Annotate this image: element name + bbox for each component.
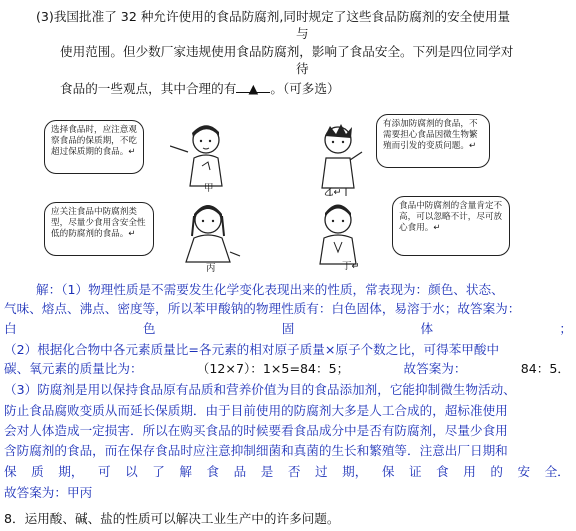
student-bing-figure [174,202,244,266]
solution-line-10-word: 质 [31,464,44,479]
question-line-3-prefix: 食品的一些观点，其中合理的有 [60,81,237,96]
solution-line-10-word: 保 [381,464,395,479]
solution-line-9: 含防腐剂的食品，而在保存食品时应注意抑制细菌和真菌的生长和繁殖等．注意出厂日期和 [4,443,508,458]
solution-line-6: （3）防腐剂是用以保持食品原有品质和营养价值为目的食品添加剂，它能抑制微生物活动、 [4,382,516,397]
solution-line-4: （2）根据化合物中各元素质量比=各元素的相对原子质量×原子个数之比，可得苯甲酸中 [4,342,500,357]
question-line-3 [60,78,340,97]
question-line-1-wrap: 与 [296,26,309,41]
label-ding: 丁↵ [342,261,360,272]
speech-bubble-bing: 应关注食品中防腐剂类型，尽量少食用含安全性低的防腐剂的食品。↵ [44,202,154,256]
figure-four-students [40,102,576,274]
speech-bubble-jia: 选择食品时，应注意观察食品的保质期，不吃超过保质期的食品。↵ [44,120,144,174]
solution-line-10-word: 食 [436,464,449,479]
solution-line-5-part: 84：5． [520,361,570,376]
solution-line-10-word: 期， [342,464,368,479]
solution-line-10-word: 全． [544,464,570,479]
label-yi: 乙↵ [324,187,342,198]
solution-line-3-word: 色 [142,321,156,336]
answer-blank [236,81,270,96]
solution-line-3-word: 体 [420,321,434,336]
solution-line-10-word: 食 [206,464,220,479]
next-question: 8．运用酸、碱、盐的性质可以解决工业生产中的许多问题。 [4,511,340,526]
solution-line-10-word: 安 [517,464,531,479]
speech-bubble-yi: 有添加防腐剂的食品，不需要担心食品因微生物繁殖而引发的变质问题。↵ [376,114,490,168]
solution-line-5-part: 碳、氧元素的质量比为： [4,361,143,376]
solution-line-1: 解：（1）物理性质是不需要发生化学变化表现出来的性质，常表现为：颜色、状态、 [36,282,504,297]
solution-line-10 [4,461,570,480]
solution-line-10-word: 保 [4,464,17,479]
solution-line-5-part: （12×7）：1×5=84：5； [196,361,350,376]
solution-line-10-word: 以 [125,464,138,479]
solution-line-11: 故答案为：甲丙 [4,485,93,500]
solution-line-10-word: 否 [287,464,301,479]
solution-line-10-word: 的 [490,464,503,479]
solution-line-10-word: 证 [408,464,422,479]
solution-line-10-word: 可 [97,464,111,479]
solution-line-10-word: 过 [314,464,328,479]
question-line-2-wrap: 待 [296,61,309,76]
solution-line-10-word: 是 [260,464,274,479]
solution-line-10-word: 用 [463,464,476,479]
question-line-3-suffix: 。（可多选） [270,81,340,96]
solution-line-5 [4,358,570,377]
answer-blank-marker: ▲ [248,81,259,96]
label-bing: 丙 [206,263,216,274]
solution-line-7: 防止食品腐败变质从而延长保质期．由于目前使用的防腐剂大多是人工合成的，超标准使用 [4,403,508,418]
question-line-2: 使用范围。但少数厂家违规使用食品防腐剂，影响了食品安全。下列是四位同学对 [60,44,514,59]
solution-line-10-word: 期， [58,464,84,479]
solution-line-10-word: 了 [152,464,165,479]
solution-line-3-word: 白 [4,321,17,336]
solution-line-8: 会对人体造成一定损害．所以在购买食品的时候要看食品成分中是否有防腐剂，尽量少食用 [4,423,508,438]
speech-bubble-ding: 食品中防腐剂的含量肯定不高，可以忽略不计，尽可放心食用。↵ [392,196,510,256]
solution-line-10-word: 品 [233,464,247,479]
question-line-1: (3)我国批准了 32 种允许使用的食品防腐剂,同时规定了这些食品防腐剂的安全使用量 [36,9,511,24]
solution-line-2: 气味、熔点、沸点、密度等，所以苯甲酸钠的物理性质有：白色固体，易溶于水；故答案为： [4,301,521,316]
student-jia-figure [170,122,230,192]
label-jia: 甲 [204,183,214,194]
solution-line-3-word: 固 [281,321,295,336]
solution-line-3-word: ； [559,321,572,336]
solution-line-10-word: 解 [179,464,192,479]
solution-line-3 [4,318,572,337]
solution-line-5-part: 故答案为： [403,361,467,376]
